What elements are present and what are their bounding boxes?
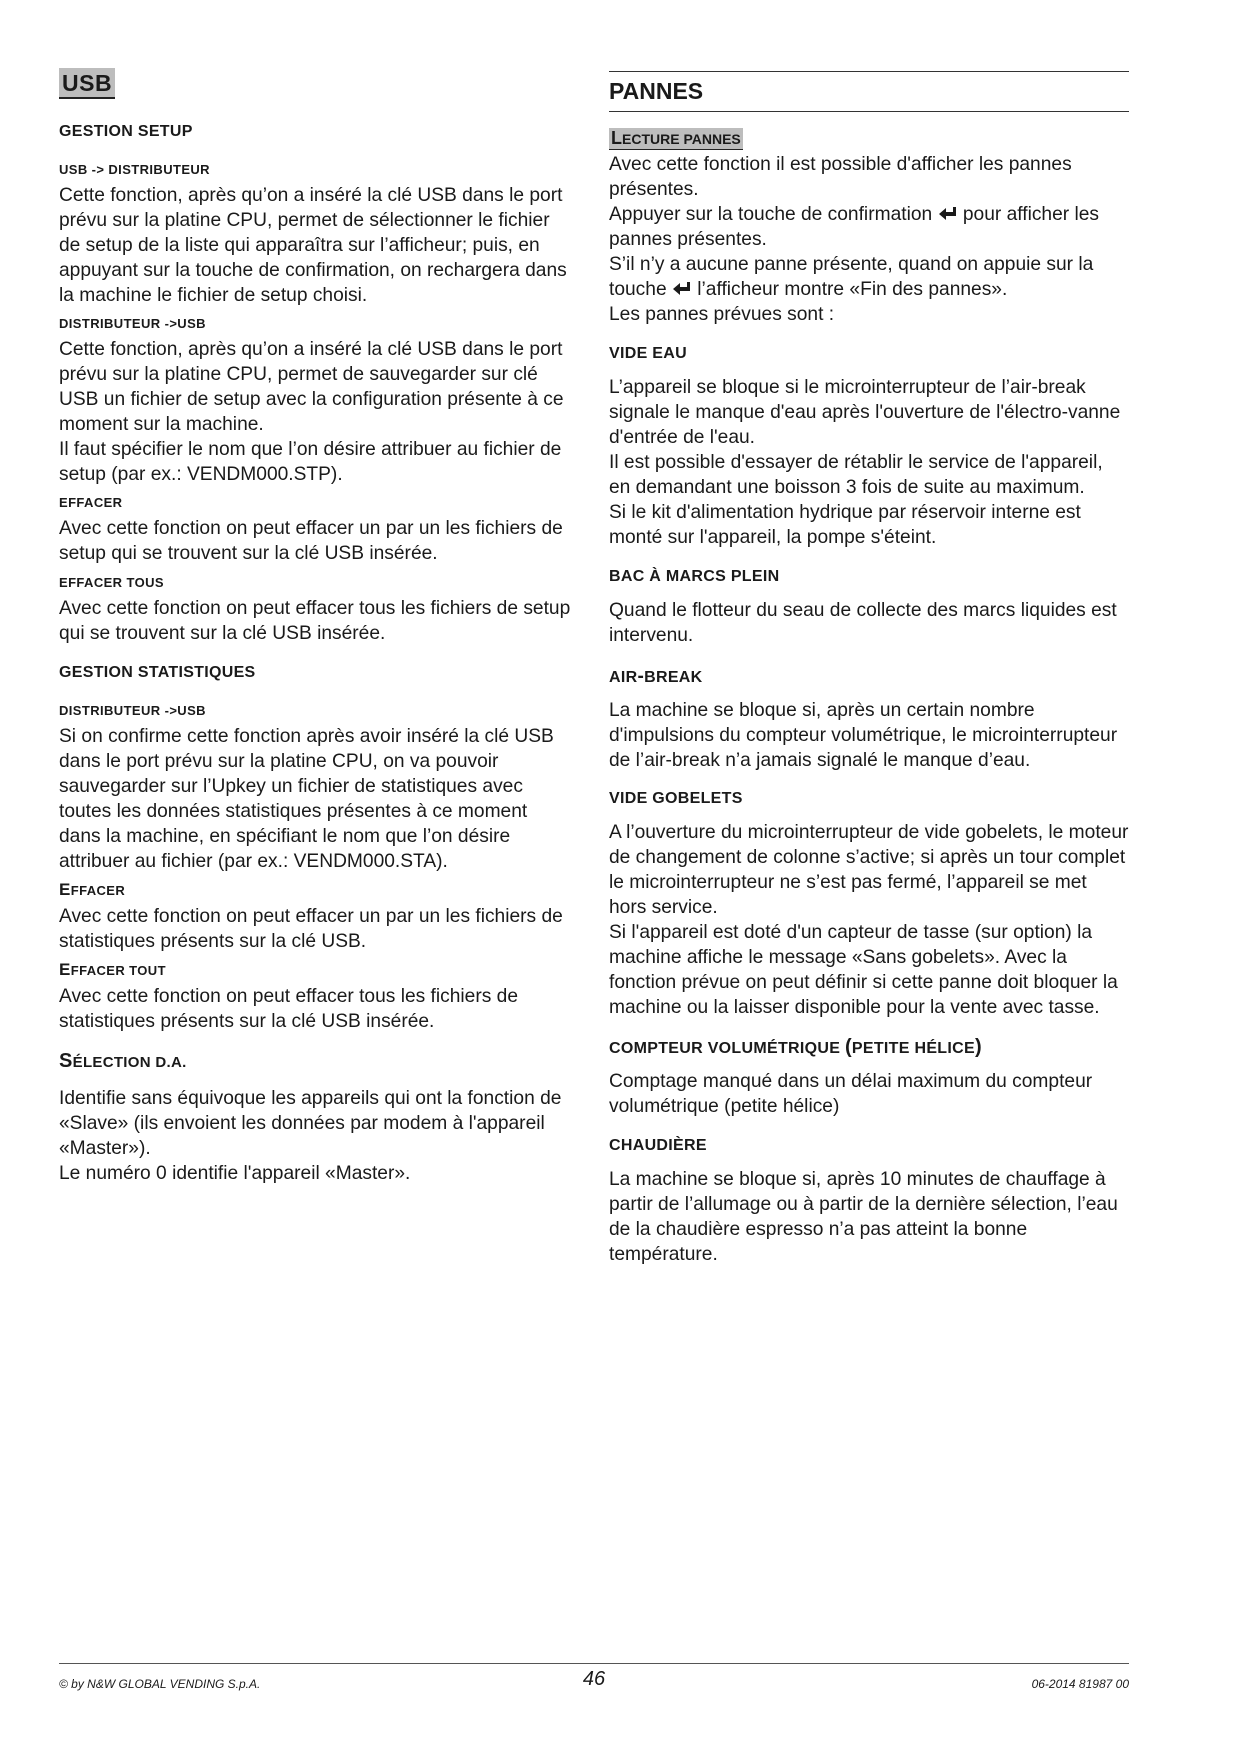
usb-distributeur-text: Cette fonction, après qu’on a inséré la clé USB dans le port prévu sur la platine CPU, permet de sélectionner le fichier de setup de la liste qui apparaîtra sur l’afficheur; puis, en appuyant sur la touche de confirmation, on rechargera dans la machine le fichier de setup choisi. [59, 185, 567, 306]
pannes-heading: PANNES [609, 78, 704, 104]
right-column [609, 60, 1129, 1267]
distributeur-usb-text-1: Cette fonction, après qu’on a inséré la clé USB dans le port prévu sur la platine CPU, permet de sauvegarder sur clé USB un fichier de setup avec la configuration présente à ce moment sur la machine. [59, 339, 564, 435]
usb-heading: USB [59, 68, 115, 99]
vide-eau-text-1: L’appareil se bloque si le microinterrupteur de l’air-break signale le manque d'eau après l'ouverture de l'électro-vanne d'entrée de l'eau. [609, 377, 1121, 448]
vide-gobelets-text-2: Si l'appareil est doté d'un capteur de tasse (sur option) la machine affiche le message «Sans gobelets». Avec la fonction prévue on peut définir si cette panne doit bloquer la machine ou la laisser disponible pour la vente avec tasse. [609, 922, 1118, 1018]
chaudiere-text: La machine se bloque si, après 10 minutes de chauffage à partir de l’allumage ou à partir de la dernière sélection, l’eau de la chaudière espresso n’a pas atteint la bonne température. [609, 1169, 1118, 1265]
effacer-stat-text: Avec cette fonction on peut effacer un par un les fichiers de statistiques présents sur la clé USB. [59, 906, 563, 952]
bac-marcs-heading: BAC À MARCS PLEIN [609, 568, 780, 585]
bac-marcs-text: Quand le flotteur du seau de collecte des marcs liquides est intervenu. [609, 600, 1117, 646]
vide-eau-text-3: Si le kit d'alimentation hydrique par réservoir interne est monté sur l'appareil, la pompe s'éteint. [609, 502, 1081, 548]
distributeur-usb-stat-text: Si on confirme cette fonction après avoir inséré la clé USB dans le port prévu sur la platine CPU, on va pouvoir sauvegarder sur l’Upkey un fichier de statistiques avec toutes les données statistiques présentes à ce moment dans la machine, en spécifiant le nom que l’on désire attribuer au fichier (par ex.: VENDM000.STA). [59, 726, 554, 872]
chaudiere-heading: CHAUDIÈRE [609, 1137, 707, 1154]
selection-da-text-1: Identifie sans équivoque les appareils qui ont la fonction de «Slave» (ils envoient les données par modem à l'appareil «Master»). [59, 1088, 562, 1159]
vide-gobelets-text-1: A l’ouverture du microinterrupteur de vide gobelets, le moteur de changement de colonne s’active; si après un tour complet le microinterrupteur ne s’est pas fermé, l’appareil se met hors service. [609, 822, 1129, 918]
vide-eau-text-2: Il est possible d'essayer de rétablir le service de l'appareil, en demandant une boisson 3 fois de suite au maximum. [609, 452, 1103, 498]
effacer-tous-heading: EFFACER TOUS [59, 575, 164, 590]
lecture-text-4: Les pannes prévues sont : [609, 304, 835, 325]
compteur-text: Comptage manqué dans un délai maximum du compteur volumétrique (petite hélice) [609, 1071, 1093, 1117]
enter-key-icon [672, 281, 692, 297]
vide-gobelets-heading: VIDE GOBELETS [609, 790, 743, 807]
footer-copyright: © by N&W GLOBAL VENDING S.p.A. [59, 1677, 261, 1691]
left-column [59, 60, 574, 1186]
lecture-text-3: S’il n’y a aucune panne présente, quand on appuie sur la touche l’afficheur montre «Fin des pannes». [609, 254, 1094, 300]
lecture-pannes-heading: LECTURE PANNES [611, 128, 741, 148]
pannes-heading-box [609, 71, 1129, 112]
enter-key-icon [938, 206, 958, 222]
vide-eau-heading: VIDE EAU [609, 345, 687, 362]
selection-da-text-2: Le numéro 0 identifie l'appareil «Master». [59, 1163, 411, 1184]
gestion-statistiques-heading: GESTION STATISTIQUES [59, 664, 256, 681]
distributeur-usb-stat-heading: DISTRIBUTEUR ->USB [59, 703, 206, 718]
page-number: 46 [582, 1668, 606, 1690]
air-break-text: La machine se bloque si, après un certain nombre d'impulsions du compteur volumétrique, le microinterrupteur de l’air-break n’a jamais signalé le manque d’eau. [609, 700, 1118, 771]
effacer-text: Avec cette fonction on peut effacer un par un les fichiers de setup qui se trouvent sur la clé USB insérée. [59, 518, 563, 564]
effacer-stat-heading: EFFACER [59, 880, 126, 899]
effacer-tout-text: Avec cette fonction on peut effacer tous les fichiers de statistiques présents sur la clé USB insérée. [59, 986, 519, 1032]
usb-distributeur-heading: USB -> DISTRIBUTEUR [59, 162, 210, 177]
lecture-text-1: Avec cette fonction il est possible d'afficher les pannes présentes. [609, 154, 1072, 200]
air-break-heading: AIR-BREAK [609, 666, 703, 687]
lecture-pannes-row [609, 128, 1129, 150]
footer-document-code: 06-2014 81987 00 [1031, 1677, 1129, 1691]
selection-da-heading: SÉLECTION D.A. [59, 1050, 187, 1072]
compteur-heading: COMPTEUR VOLUMÉTRIQUE (PETITE HÉLICE) [609, 1036, 982, 1058]
distributeur-usb-heading: DISTRIBUTEUR ->USB [59, 316, 206, 331]
gestion-setup-heading: GESTION SETUP [59, 123, 193, 140]
effacer-tout-heading: EFFACER TOUT [59, 960, 166, 979]
distributeur-usb-text-2: Il faut spécifier le nom que l’on désire attribuer au fichier de setup (par ex.: VENDM000.STP). [59, 439, 562, 485]
lecture-text-2: Appuyer sur la touche de confirmation pour afficher les pannes présentes. [609, 204, 1100, 250]
effacer-tous-text: Avec cette fonction on peut effacer tous les fichiers de setup qui se trouvent sur la clé USB insérée. [59, 598, 571, 644]
effacer-heading: EFFACER [59, 495, 123, 510]
page-footer [59, 1663, 1129, 1693]
